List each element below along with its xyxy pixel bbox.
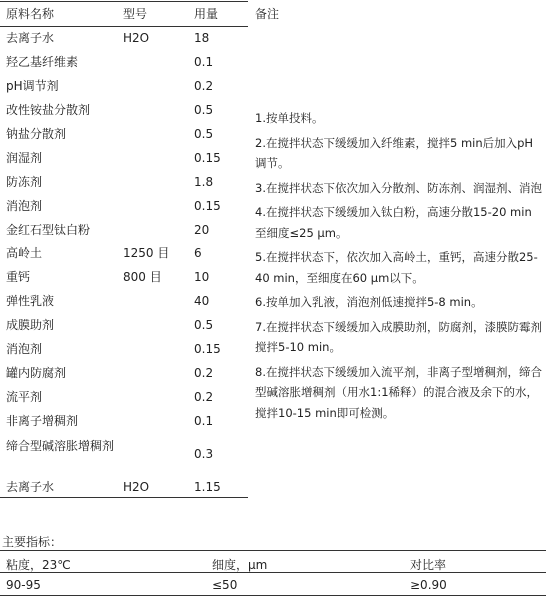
table-bottom-rule	[0, 497, 248, 498]
row-model: 800 目	[123, 270, 162, 284]
row-material-name: pH调节剂	[6, 79, 59, 93]
row-amount: 0.2	[194, 366, 214, 380]
row-model: 1250 目	[123, 246, 170, 260]
row-material-name: 去离子水	[6, 31, 55, 45]
row-material-name: 防冻剂	[6, 175, 43, 189]
row-amount: 0.3	[194, 447, 214, 461]
row-model: H2O	[123, 480, 150, 494]
row-material-name: 润湿剂	[6, 151, 43, 165]
indicator-header-viscosity: 粘度，23℃	[6, 558, 71, 572]
indicators-title: 主要指标：	[2, 535, 63, 549]
table-top-rule	[0, 1, 248, 2]
note-item: 2.在搅拌状态下缓缓加入纤维素，搅拌5 min后加入pH调节。	[255, 135, 534, 170]
row-amount: 0.1	[194, 55, 214, 69]
row-material-name: 弹性乳液	[6, 294, 55, 308]
row-material-name: 金红石型钛白粉	[6, 223, 91, 237]
note-item: 1.按单投料。	[255, 111, 324, 125]
row-material-name: 钠盐分散剂	[6, 127, 67, 141]
row-material-name: 高岭土	[6, 246, 43, 260]
table-header-rule	[0, 26, 248, 27]
row-model: H2O	[123, 31, 150, 45]
row-material-name: 流平剂	[6, 390, 43, 404]
header-model: 型号	[123, 7, 148, 21]
indicators-mid-rule	[0, 572, 546, 573]
row-amount: 0.15	[194, 199, 221, 213]
row-material-name: 去离子水	[6, 480, 55, 494]
row-amount: 20	[194, 223, 210, 237]
header-amount: 用量	[194, 7, 219, 21]
indicator-value-viscosity: 90-95	[6, 578, 41, 592]
indicators-bottom-rule	[0, 595, 546, 596]
indicators-top-rule	[0, 550, 546, 551]
note-item: 3.在搅拌状态下依次加入分散剂、防冻剂、润湿剂、消泡	[255, 180, 542, 195]
header-material-name: 原料名称	[6, 7, 55, 21]
note-item: 4.在搅拌状态下缓缓加入钛白粉，高速分散15-20 min至细度≤25 μm。	[255, 205, 532, 240]
note-item: 8.在搅拌状态下缓缓加入流平剂，非离子型增稠剂，缔合型碱溶胀增稠剂（用水1:1稀释）的混合液及余下的水，搅拌10-15 min即可检测。	[255, 364, 542, 420]
row-amount: 18	[194, 31, 210, 45]
row-amount: 0.5	[194, 318, 214, 332]
row-amount: 0.5	[194, 127, 214, 141]
row-amount: 0.1	[194, 414, 214, 428]
indicator-value-fineness: ≤50	[212, 578, 238, 592]
row-material-name: 改性铵盐分散剂	[6, 103, 91, 117]
row-amount: 0.2	[194, 79, 214, 93]
row-material-name: 罐内防腐剂	[6, 366, 67, 380]
note-item: 6.按单加入乳液，消泡剂低速搅拌5-8 min。	[255, 295, 483, 309]
note-item: 7.在搅拌状态下缓缓加入成膜助剂，防腐剂，漆膜防霉剂搅拌5-10 min。	[255, 319, 542, 354]
notes-column	[255, 108, 543, 427]
row-material-name: 成膜助剂	[6, 318, 55, 332]
indicator-header-fineness: 细度，μm	[212, 558, 268, 572]
row-amount: 1.15	[194, 480, 221, 494]
row-material-name: 消泡剂	[6, 199, 43, 213]
indicator-value-contrast-ratio: ≥0.90	[410, 578, 447, 592]
row-amount: 1.8	[194, 175, 214, 189]
indicator-header-contrast-ratio: 对比率	[410, 558, 447, 572]
row-material-name: 缔合型碱溶胀增稠剂	[6, 439, 115, 453]
row-amount: 6	[194, 246, 202, 260]
row-material-name: 羟乙基纤维素	[6, 55, 79, 69]
header-notes: 备注	[255, 7, 280, 21]
row-amount: 0.2	[194, 390, 214, 404]
row-amount: 0.15	[194, 151, 221, 165]
row-amount: 0.15	[194, 342, 221, 356]
note-item: 5.在搅拌状态下，依次加入高岭土，重钙，高速分散25-40 min，至细度在60 μm以下。	[255, 250, 538, 285]
row-material-name: 消泡剂	[6, 342, 43, 356]
row-material-name: 非离子增稠剂	[6, 414, 79, 428]
row-material-name: 重钙	[6, 270, 31, 284]
row-amount: 40	[194, 294, 210, 308]
row-amount: 10	[194, 270, 210, 284]
row-amount: 0.5	[194, 103, 214, 117]
